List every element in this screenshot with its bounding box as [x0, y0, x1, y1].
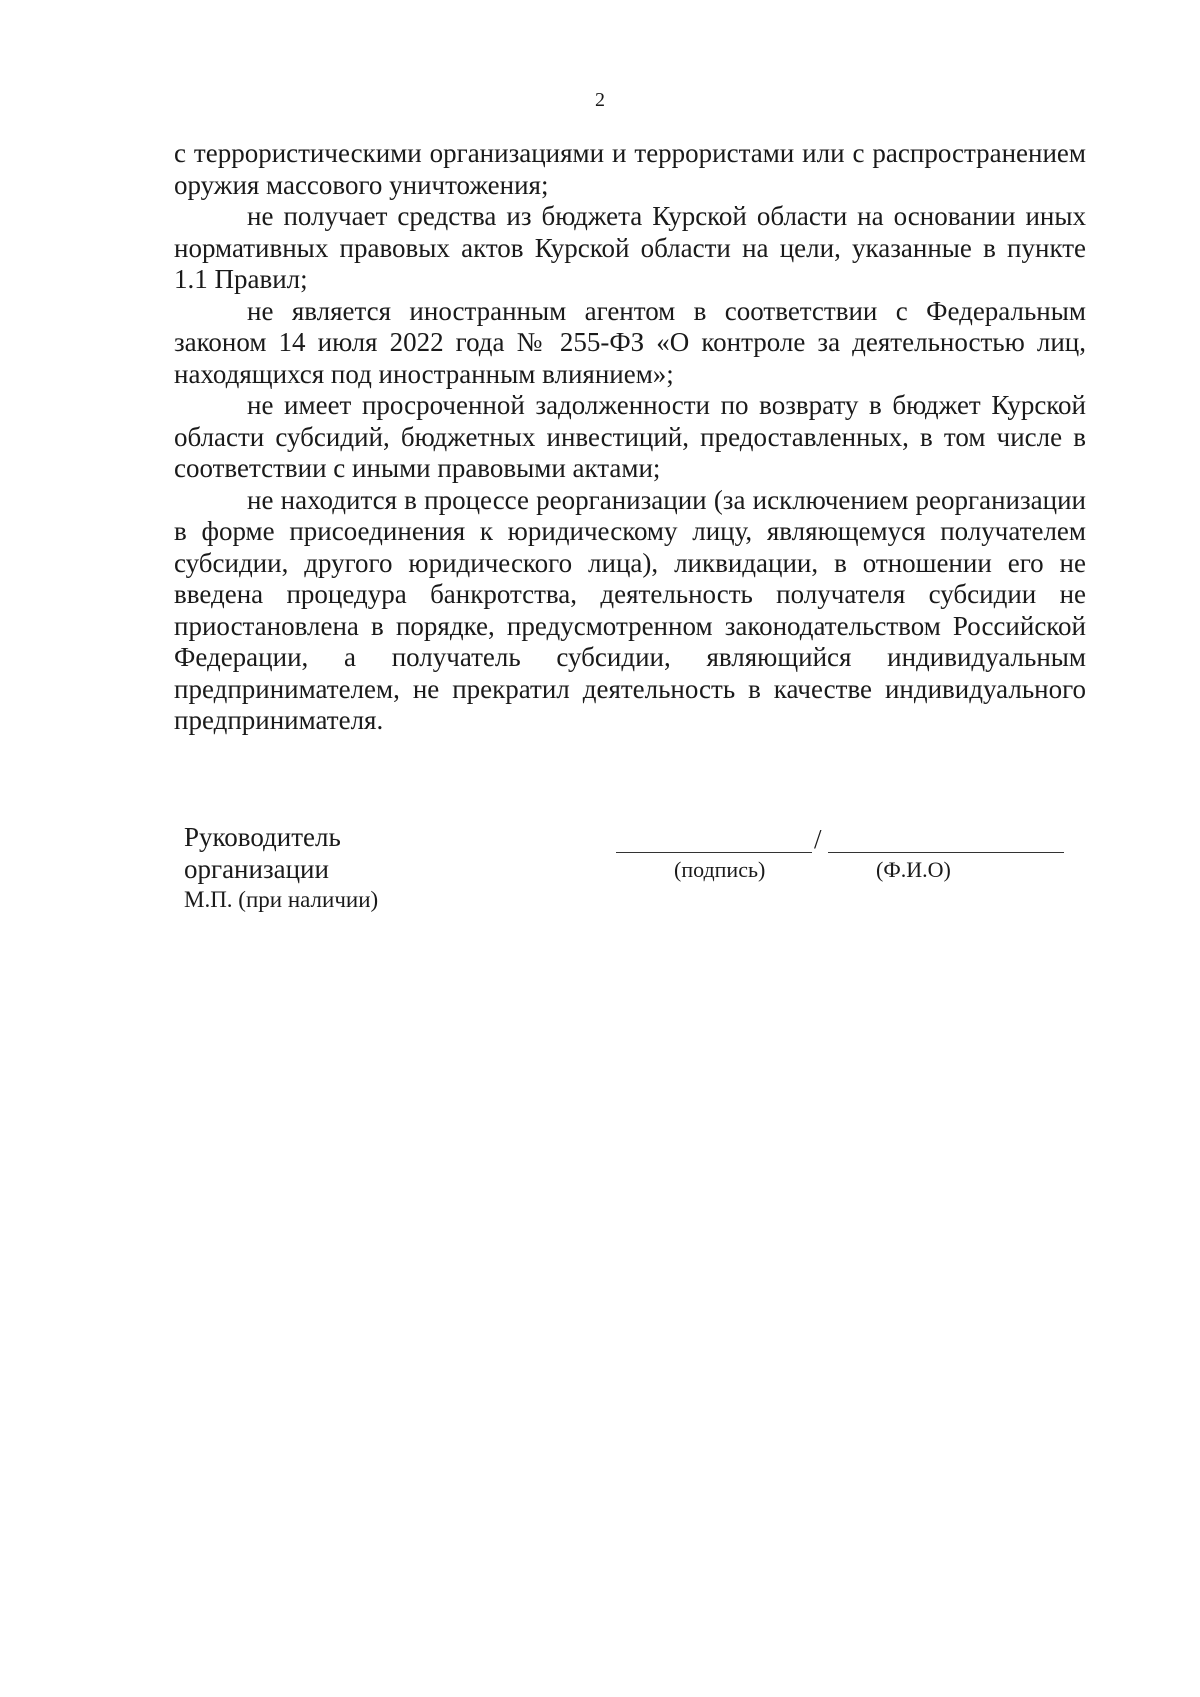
- name-line: [828, 852, 1064, 853]
- name-caption: (Ф.И.О): [876, 857, 951, 882]
- signatory-title-line2: организации: [184, 853, 329, 884]
- paragraph-continuation: с террористическими организациями и террористами или с распространением оружия массового уничтожения;: [174, 138, 1086, 200]
- page-number: 2: [595, 89, 605, 111]
- signatory-title: [184, 822, 444, 915]
- signature-caption: (подпись): [674, 857, 766, 882]
- signatory-title-line1: Руководитель: [184, 822, 341, 852]
- paragraph-budget-funds: не получает средства из бюджета Курской области на основании иных нормативных правовых актов Курской области на цели, указанные в пункте 1.1 Правил;: [174, 201, 1086, 294]
- paragraph-reorganization: не находится в процессе реорганизации (за исключением реорганизации в форме присоединения к юридическому лицу, являющемуся получателем субсидии, другого юридического лица), ликвидации, в отношении его не введена процедура банкротства, деятельность получателя субсидии не приостановлена в порядке, предусмотренном законодательством Российской Федерации, а получатель субсидии, являющийся индивидуальным предпринимателем, не прекратил деятельность в качестве индивидуального предпринимателя.: [174, 484, 1086, 735]
- signature-line: [616, 852, 812, 853]
- stamp-note: М.П. (при наличии): [184, 887, 379, 912]
- paragraph-overdue-debt: не имеет просроченной задолженности по возврату в бюджет Курской области субсидий, бюджетных инвестиций, предоставленных, в том числе в соответствии с иными правовыми актами;: [174, 390, 1086, 483]
- signature-fields: [616, 822, 1066, 892]
- document-body: [174, 138, 1086, 737]
- paragraph-foreign-agent: не является иностранным агентом в соответствии с Федеральным законом 14 июля 2022 года № 255-ФЗ «О контроле за деятельностью лиц, находящихся под иностранным влиянием»;: [174, 295, 1086, 389]
- signature-separator: /: [814, 824, 822, 854]
